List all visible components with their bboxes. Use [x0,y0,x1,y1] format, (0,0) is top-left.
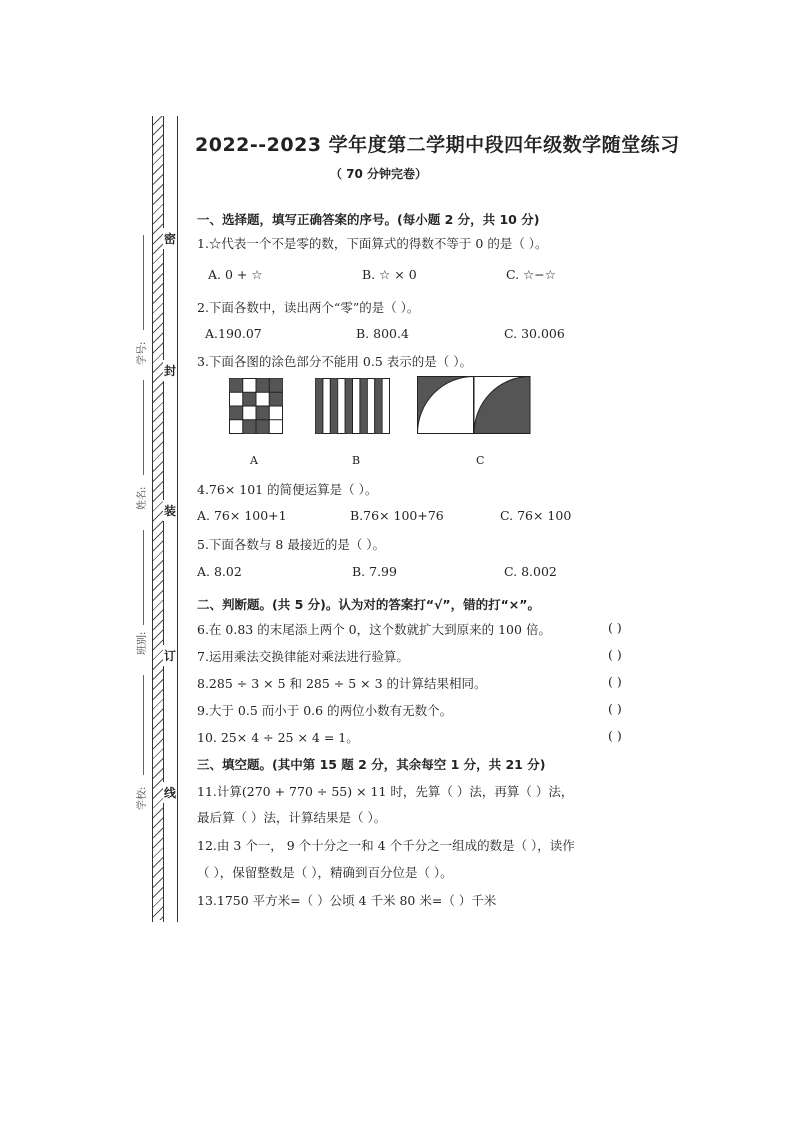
judge-answer-8[interactable]: ( ) [608,674,622,689]
name-label: 姓名: [137,486,148,510]
page-subtitle: （ 70 分钟完卷） [330,167,428,181]
q2-option-c[interactable]: C. 30.006 [504,326,565,341]
section1-heading: 一、选择题，填写正确答案的序号。(每小题 2 分，共 10 分) [197,212,540,227]
judge-answer-6[interactable]: ( ) [608,620,622,635]
q1-option-c[interactable]: C. ☆−☆ [506,267,556,282]
q5-option-c[interactable]: C. 8.002 [504,564,557,579]
q3-figure-a[interactable] [229,378,283,434]
judge-item-6: 6.在 0.83 的末尾添上两个 0，这个数就扩大到原来的 100 倍。 [197,622,551,637]
binding-char-zhuang: 装 [163,500,177,521]
section3-heading: 三、填空题。(其中第 15 题 2 分，其余每空 1 分，共 21 分) [197,757,546,772]
q5-option-a[interactable]: A. 8.02 [197,564,242,579]
section2-heading: 二、判断题。(共 5 分)。认为对的答案打“√”，错的打“×”。 [197,597,541,612]
judge-answer-7[interactable]: ( ) [608,647,622,662]
fill-q12-line2[interactable]: （ ），保留整数是（ ），精确到百分位是（ ）。 [197,865,453,880]
judge-answer-10[interactable]: ( ) [608,728,622,743]
fill-q12-line1[interactable]: 12.由 3 个一， 9 个十分之一和 4 个千分之一组成的数是（ ），读作 [197,838,575,853]
judge-item-9: 9.大于 0.5 而小于 0.6 的两位小数有无数个。 [197,703,453,718]
judge-item-10: 10. 25× 4 ÷ 25 × 4 = 1。 [197,730,359,745]
q2-stem: 2.下面各数中，读出两个“零”的是（ ）。 [197,300,420,315]
school-label: 学校: [137,786,148,810]
q1-option-a[interactable]: A. 0 + ☆ [208,267,263,282]
q3-stem: 3.下面各图的涂色部分不能用 0.5 表示的是（ ）。 [197,354,472,369]
class-rule[interactable] [143,530,144,625]
binding-hatch [153,116,163,920]
fill-q11-line1[interactable]: 11.计算(270 + 770 ÷ 55) × 11 时，先算（ ）法，再算（ ）法， [197,784,574,799]
fill-q13[interactable]: 13.1750 平方米=（ ）公顷 4 千米 80 米=（ ）千米 [197,893,497,908]
class-label: 班别: [137,631,148,655]
binding-char-feng: 封 [163,360,177,381]
q2-option-a[interactable]: A.190.07 [205,326,262,341]
q1-option-b[interactable]: B. ☆ × 0 [362,267,417,282]
judge-item-8: 8.285 ÷ 3 × 5 和 285 ÷ 5 × 3 的计算结果相同。 [197,676,487,691]
q3-label-a: A [250,454,258,467]
binding-line-left [152,116,153,922]
student-id-label: 学号: [137,341,148,365]
q4-option-c[interactable]: C. 76× 100 [500,508,572,523]
q5-stem: 5.下面各数与 8 最接近的是（ ）。 [197,537,386,552]
q4-option-a[interactable]: A. 76× 100+1 [197,508,287,523]
binding-char-xian: 线 [163,782,177,803]
q2-option-b[interactable]: B. 800.4 [356,326,409,341]
q1-stem: 1.☆代表一个不是零的数，下面算式的得数不等于 0 的是（ ）。 [197,236,548,251]
student-id-rule[interactable] [143,235,144,330]
school-rule[interactable] [143,675,144,775]
name-rule[interactable] [143,380,144,475]
judge-item-7: 7.运用乘法交换律能对乘法进行验算。 [197,649,409,664]
page-title: 2022--2023 学年度第二学期中段四年级数学随堂练习 [195,134,680,156]
q4-option-b[interactable]: B.76× 100+76 [350,508,444,523]
q3-figure-c[interactable] [417,376,531,434]
binding-line-dashed [177,116,178,922]
q4-stem: 4.76× 101 的简便运算是（ ）。 [197,482,378,497]
binding-char-ding: 订 [163,645,177,666]
q3-label-c: C [476,454,485,467]
judge-answer-9[interactable]: ( ) [608,701,622,716]
binding-char-mi: 密 [163,228,177,249]
q3-figure-b[interactable] [315,378,390,434]
q3-label-b: B [352,454,361,467]
q5-option-b[interactable]: B. 7.99 [352,564,397,579]
fill-q11-line2[interactable]: 最后算（ ）法，计算结果是（ ）。 [197,810,387,825]
